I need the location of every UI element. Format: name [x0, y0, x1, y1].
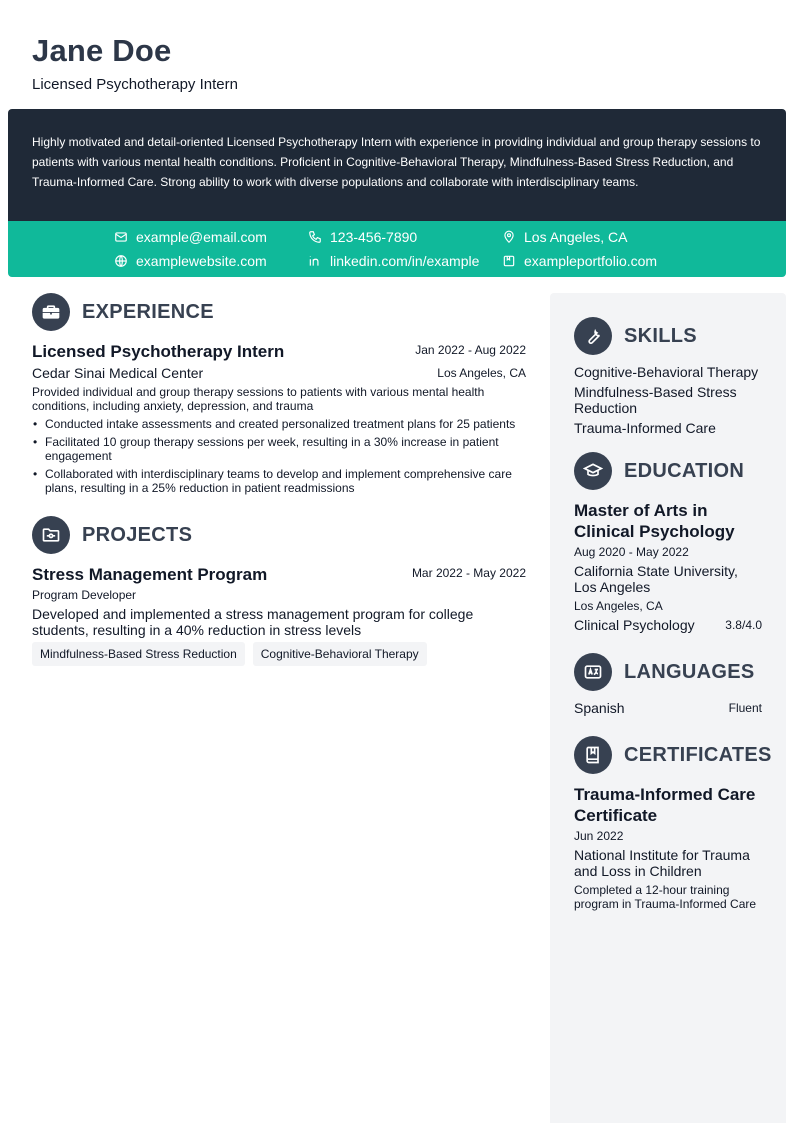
job-location: Los Angeles, CA — [437, 366, 526, 380]
project-role: Program Developer — [32, 588, 137, 602]
portfolio-icon — [502, 254, 516, 268]
experience-heading — [32, 293, 214, 331]
wrench-icon — [574, 317, 612, 355]
linkedin-text: linkedin.com/in/example — [330, 253, 480, 269]
list-item: • Facilitated 10 group therapy sessions per week, resulting in a 30% increase in patient engagement — [32, 435, 528, 463]
project-tags — [32, 642, 435, 666]
folder-icon — [32, 516, 70, 554]
certificate-name: Trauma-Informed Care Certificate — [574, 785, 756, 825]
education-school: California State University, Los Angeles — [574, 563, 738, 595]
skill-item: Mindfulness-Based Stress Reduction — [574, 384, 737, 416]
book-icon — [574, 736, 612, 774]
summary-text: Highly motivated and detail-oriented Licensed Psychotherapy Intern with experience in providing individual and group therapy sessions to patients with various mental health conditions. Proficient in Cognitive-Behavioral Therapy, Mindfulness-Based Stress Reduction, and Trauma-Informed Care. Strong ability to work with diverse populations and collaborate with interdisciplinary teams. — [32, 135, 761, 189]
skills-title: SKILLS — [624, 324, 697, 347]
certificates-heading — [574, 736, 772, 774]
resume-header — [32, 32, 238, 93]
portfolio-text: exampleportfolio.com — [524, 253, 658, 269]
education-degree: Master of Arts in Clinical Psychology — [574, 501, 735, 541]
contact-phone[interactable] — [308, 229, 417, 245]
email-text: example@email.com — [136, 229, 267, 245]
translate-icon — [574, 653, 612, 691]
phone-text: 123-456-7890 — [330, 229, 418, 245]
map-pin-icon — [502, 230, 516, 244]
languages-heading — [574, 653, 754, 691]
certificate-date: Jun 2022 — [574, 829, 624, 843]
contact-location — [502, 229, 628, 245]
certificate-issuer: National Institute for Trauma and Loss in Children — [574, 847, 750, 879]
project-description: Developed and implemented a stress management program for college students, resulting in a 40% reduction in stress levels — [32, 606, 474, 638]
contact-bar — [8, 221, 786, 277]
contact-email[interactable] — [114, 229, 267, 245]
candidate-title: Licensed Psychotherapy Intern — [32, 76, 238, 93]
skill-item: Cognitive-Behavioral Therapy — [574, 364, 759, 380]
certificates-title: CERTIFICATES — [624, 743, 772, 766]
education-field: Clinical Psychology — [574, 617, 695, 633]
list-item: • Conducted intake assessments and created personalized treatment plans for 25 patients — [32, 417, 528, 431]
languages-title: LANGUAGES — [624, 660, 755, 683]
job-description: Provided individual and group therapy sessions to patients with various mental health conditions, including anxiety, depression, and trauma — [32, 385, 485, 413]
language-name: Spanish — [574, 700, 625, 716]
education-dates: Aug 2020 - May 2022 — [574, 545, 689, 559]
skills-heading — [574, 317, 697, 355]
experience-title: EXPERIENCE — [82, 300, 214, 323]
phone-icon — [308, 230, 322, 244]
briefcase-icon — [32, 293, 70, 331]
linkedin-icon — [308, 254, 322, 268]
job-company: Cedar Sinai Medical Center — [32, 365, 204, 381]
projects-title: PROJECTS — [82, 523, 193, 546]
skill-item: Trauma-Informed Care — [574, 420, 716, 436]
location-text: Los Angeles, CA — [524, 229, 628, 245]
job-dates: Jan 2022 - Aug 2022 — [415, 343, 526, 357]
job-bullets — [32, 417, 528, 499]
language-level: Fluent — [728, 701, 762, 715]
education-title: EDUCATION — [624, 459, 745, 482]
project-title: Stress Management Program — [32, 565, 268, 584]
graduation-cap-icon — [574, 452, 612, 490]
projects-heading — [32, 516, 192, 554]
project-dates: Mar 2022 - May 2022 — [411, 566, 526, 580]
contact-portfolio[interactable] — [502, 253, 657, 269]
contact-website[interactable] — [114, 253, 267, 269]
skill-tag: Mindfulness-Based Stress Reduction — [32, 642, 245, 666]
summary-section — [8, 109, 786, 221]
skills-list — [574, 364, 770, 440]
globe-icon — [114, 254, 128, 268]
job-title: Licensed Psychotherapy Intern — [32, 342, 285, 361]
candidate-name: Jane Doe — [32, 33, 172, 68]
skill-tag: Cognitive-Behavioral Therapy — [253, 642, 427, 666]
education-heading — [574, 452, 744, 490]
mail-icon — [114, 230, 128, 244]
education-location: Los Angeles, CA — [574, 599, 663, 613]
certificate-description: Completed a 12-hour training program in Trauma-Informed Care — [574, 883, 757, 911]
website-text: examplewebsite.com — [136, 253, 267, 269]
list-item: • Collaborated with interdisciplinary teams to develop and implement comprehensive care plans, resulting in a 25% reduction in patient readmissions — [32, 467, 528, 495]
contact-linkedin[interactable] — [308, 253, 479, 269]
education-gpa: 3.8/4.0 — [725, 618, 762, 632]
